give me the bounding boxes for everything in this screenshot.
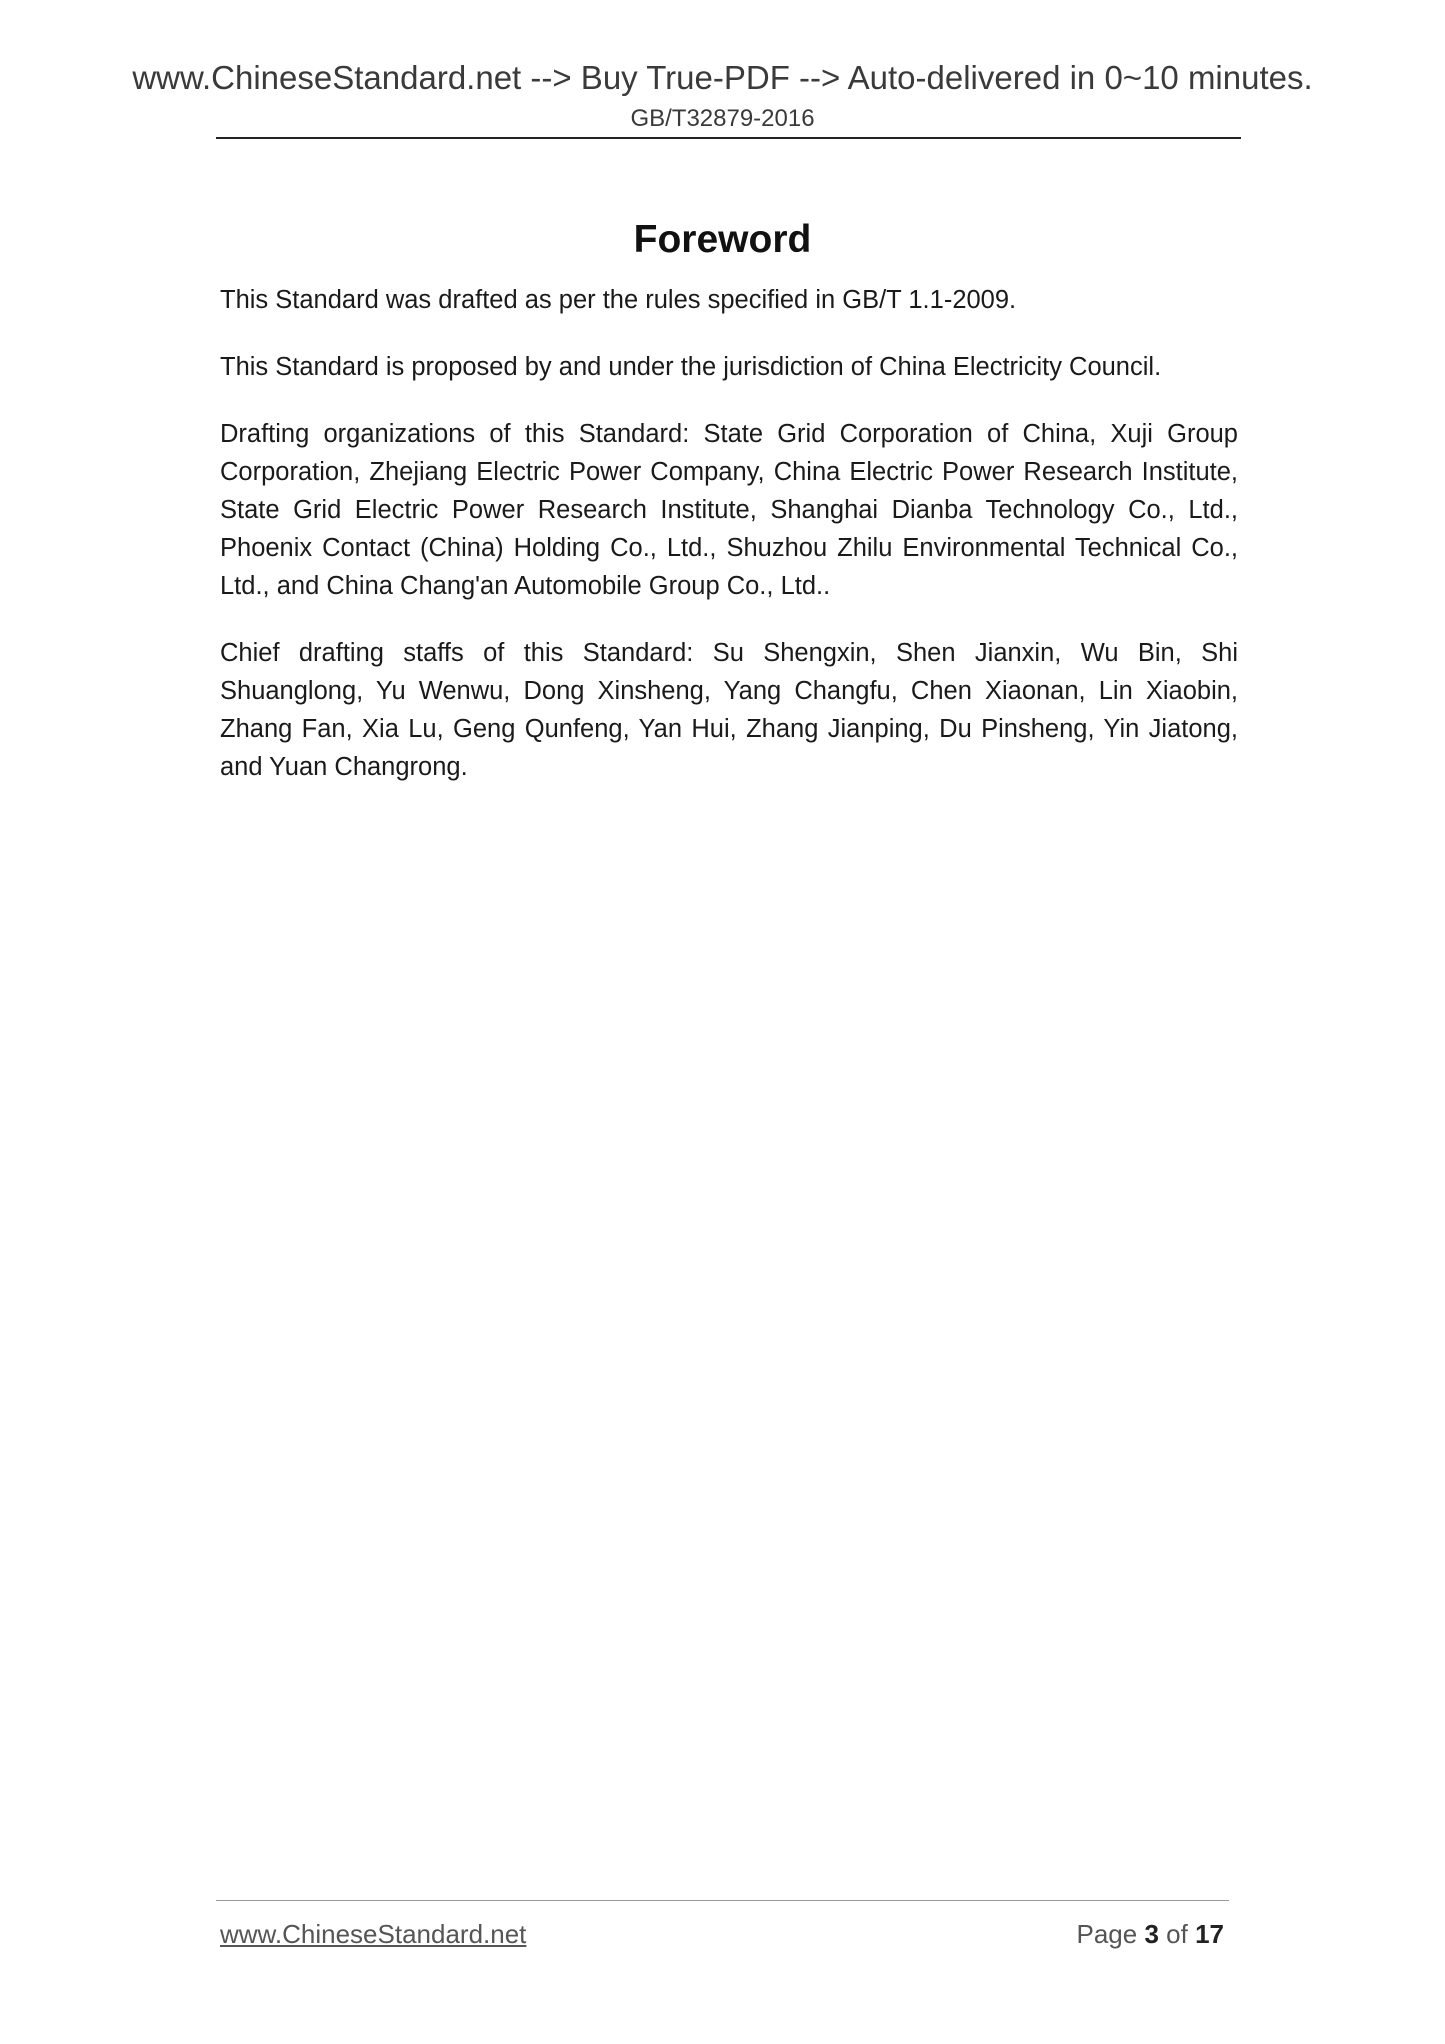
header-banner: www.ChineseStandard.net --> Buy True-PDF --> Auto-delivered in 0~10 minutes. xyxy=(132,59,1313,96)
document-code: GB/T32879-2016 xyxy=(630,105,815,132)
header-divider xyxy=(216,137,1241,139)
paragraph-drafting-rules: This Standard was drafted as per the rules specified in GB/T 1.1-2009. xyxy=(220,286,1017,314)
page-title: Foreword xyxy=(633,218,812,262)
paragraph-drafting-organizations: Drafting organizations of this Standard: State Grid Corporation of China, Xuji Group Corporation, Zhejiang Electric Power Company, China Electric Power Research Institute, State Grid Electric Power Research Institute, Shanghai Dianba Technology Co., Ltd., Phoenix Contact (China) Holding Co., Ltd., Shuzhou Zhilu Environmental Technical Co., Ltd., and China Chang'an Automobile Group Co., Ltd.. xyxy=(220,420,1238,600)
footer-divider xyxy=(216,1900,1229,1901)
foreword-body xyxy=(220,281,1238,815)
page-current: 3 xyxy=(1144,1919,1159,1949)
page-label: Page xyxy=(1076,1919,1138,1949)
page-number xyxy=(1076,1917,1224,1951)
page-total: 17 xyxy=(1195,1919,1224,1949)
page-of: of xyxy=(1166,1919,1188,1949)
paragraph-jurisdiction: This Standard is proposed by and under the jurisdiction of China Electricity Council. xyxy=(220,353,1162,381)
paragraph-drafting-staff: Chief drafting staffs of this Standard: Su Shengxin, Shen Jianxin, Wu Bin, Shi Shuanglong, Yu Wenwu, Dong Xinsheng, Yang Changfu, Chen Xiaonan, Lin Xiaobin, Zhang Fan, Xia Lu, Geng Qunfeng, Yan Hui, Zhang Jianping, Du Pinsheng, Yin Jiatong, and Yuan Changrong. xyxy=(220,639,1238,781)
footer-website-link[interactable]: www.ChineseStandard.net xyxy=(220,1919,527,1949)
